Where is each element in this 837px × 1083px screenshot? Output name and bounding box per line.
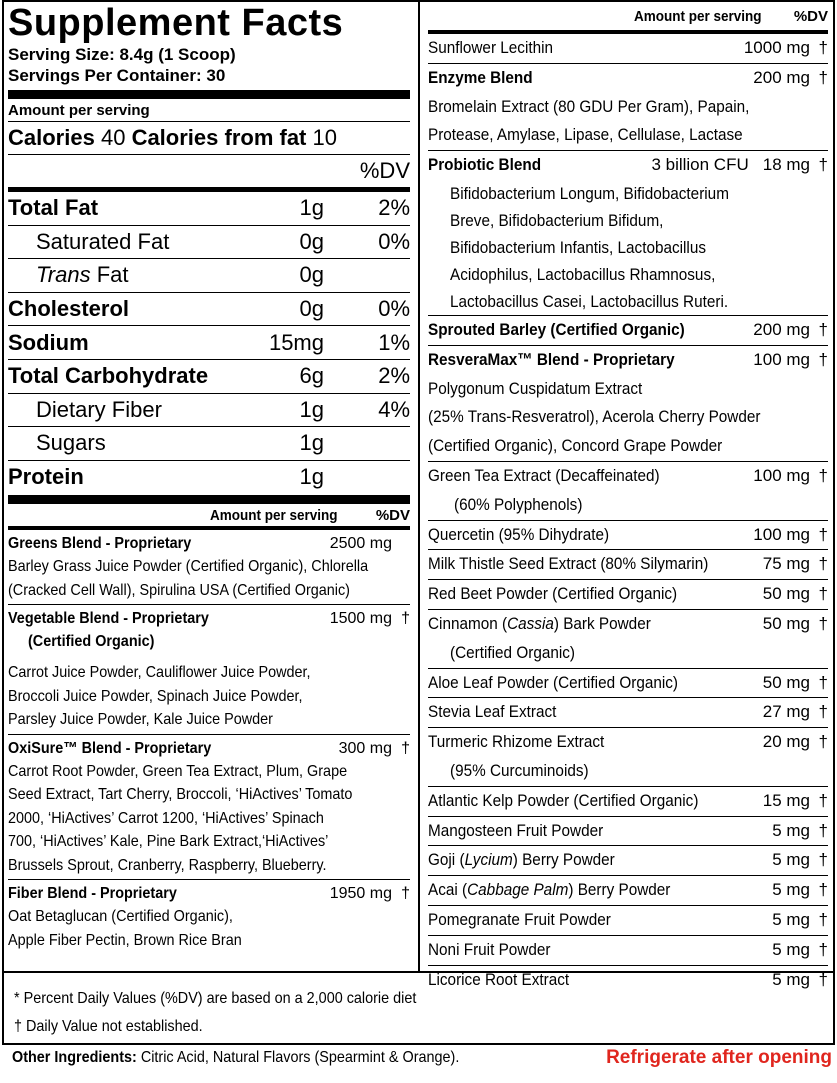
ingredient-name-text — [428, 846, 615, 875]
ingredient-line — [428, 375, 828, 404]
name-part: ) Berry Powder — [512, 850, 615, 870]
dagger: † — [818, 613, 828, 633]
ingredient-name-text: Aloe Leaf Powder (Certified Organic) — [428, 672, 679, 692]
dagger: † — [401, 610, 410, 628]
bottom-bar — [12, 1047, 832, 1069]
blend-header — [8, 504, 410, 526]
macro-amount: 1g — [299, 396, 324, 422]
ingredient-amount: 5 mg — [772, 820, 810, 840]
macro-name — [36, 262, 244, 288]
ingredient-row-noni — [428, 936, 828, 965]
ingredient-name — [428, 610, 763, 639]
ingredient-amount: 27 mg — [762, 702, 810, 722]
fiber-blend-ingredients — [8, 905, 410, 952]
blend-amount: 300 mg — [338, 739, 392, 757]
ingredient-line-text: (Certified Organic), Concord Grape Powder — [428, 436, 723, 456]
ingredient-line — [428, 757, 828, 786]
dagger: † — [818, 349, 828, 369]
ingredient-name — [428, 34, 744, 63]
dagger: † — [818, 38, 828, 57]
other-ingredients — [12, 1049, 459, 1067]
ingredient-name — [428, 521, 753, 550]
macro-row-dietary-fiber — [8, 394, 410, 427]
ingredient-line-text: Bromelain Extract (80 GDU Per Gram), Papain, — [428, 96, 750, 116]
ingredient-amount: 5 mg — [772, 909, 810, 929]
macro-dv: 4% — [378, 396, 410, 422]
ingredient-name-text — [428, 876, 670, 905]
dv-footnote-text: * Percent Daily Values (%DV) are based on a 2,000 calorie diet — [14, 990, 417, 1007]
ingredient-amount: 5 mg — [772, 939, 810, 959]
macro-amount: 0g — [299, 228, 324, 254]
ingredient-line-text: Bifidobacterium Infantis, Lactobacillus — [450, 237, 706, 257]
ingredient-name-text: Mangosteen Fruit Powder — [428, 820, 604, 840]
macro-amount: 1g — [299, 195, 324, 221]
greens-blend-ingredients — [8, 555, 410, 602]
ingredient-line — [450, 207, 828, 234]
name-part: Acai ( — [428, 880, 468, 900]
ingredient-name-text: Licorice Root Extract — [428, 969, 570, 989]
dagger: † — [818, 524, 828, 544]
macro-row-trans-fat — [8, 259, 410, 292]
ingredient-amount: 18 mg — [762, 155, 810, 175]
ingredient-line: Seed Extract, Tart Cherry, Broccoli, ‘HiActives’ Tomato — [8, 786, 353, 804]
vegetable-blend-row — [8, 605, 410, 630]
macro-amount: 15mg — [268, 329, 324, 355]
ingredient-name-text: Sprouted Barley (Certified Organic) — [428, 319, 685, 339]
ingredient-amount: 20 mg — [762, 732, 810, 752]
ingredient-name-text — [428, 610, 651, 639]
ingredient-line — [450, 261, 828, 288]
ingredient-name — [428, 787, 763, 816]
ingredient-row-sprouted-barley — [428, 316, 828, 345]
ingredient-name-text: Enzyme Blend — [428, 67, 533, 87]
right-header — [428, 2, 828, 30]
ingredient-line: 2000, ‘HiActives’ Carrot 1200, ‘HiActives’ Spinach — [8, 809, 324, 827]
dagger: † — [818, 554, 828, 574]
dagger: † — [818, 939, 828, 959]
ingredient-line: Brussels Sprout, Cranberry, Raspberry, Blueberry. — [8, 856, 327, 874]
ingredient-line — [450, 180, 828, 207]
macro-name: Saturated Fat — [36, 228, 170, 254]
ingredient-name — [428, 817, 772, 846]
ingredient-line: Broccoli Juice Powder, Spinach Juice Powder, — [8, 687, 303, 705]
ingredient-line: Parsley Juice Powder, Kale Juice Powder — [8, 711, 273, 729]
ingredient-line-text: Lactobacillus Casei, Lactobacillus Ruteri. — [450, 291, 729, 311]
macro-amount: 6g — [299, 363, 324, 389]
macro-name-italic: Trans — [36, 262, 91, 288]
dv-footnote — [14, 985, 835, 1013]
dagger: † — [818, 790, 828, 810]
ingredient-row-resveramax-blend — [428, 346, 828, 375]
ingredient-amount: 5 mg — [772, 850, 810, 870]
footnotes — [2, 971, 835, 1041]
dagger: † — [818, 465, 828, 485]
ingredient-name-text: Probiotic Blend — [428, 155, 542, 175]
dagger: † — [818, 820, 828, 840]
ingredient-row-acai — [428, 876, 828, 905]
ingredient-line: Barley Grass Juice Powder (Certified Organic), Chlorella — [8, 558, 369, 576]
ingredient-amount: 200 mg — [753, 319, 810, 339]
macro-name: Protein — [8, 464, 84, 490]
blend-name — [28, 630, 410, 653]
ingredient-amount: 5 mg — [772, 880, 810, 900]
ingredient-row-probiotic-blend — [428, 151, 828, 180]
ingredient-name-text: Atlantic Kelp Powder (Certified Organic) — [428, 790, 699, 810]
ingredient-row-goji — [428, 846, 828, 875]
ingredient-amount: 50 mg — [762, 584, 810, 604]
macro-row-sodium — [8, 326, 410, 359]
name-italic: Lycium — [464, 850, 513, 870]
calories-label: Calories — [8, 125, 95, 150]
blend-name — [8, 737, 339, 760]
ingredient-name — [428, 580, 763, 609]
oxisure-blend-ingredients — [8, 760, 410, 878]
ingredient-row-aloe-leaf — [428, 669, 828, 698]
ingredient-amount: 5 mg — [772, 969, 810, 989]
blend-name — [8, 607, 330, 630]
ingredient-name — [428, 669, 763, 698]
name-italic: Cabbage Palm — [467, 880, 569, 900]
ingredient-row-cinnamon — [428, 610, 828, 639]
vegetable-blend-subtitle — [8, 630, 410, 653]
calories-row — [8, 122, 410, 154]
dagger: † — [818, 850, 828, 870]
ingredient-line — [428, 93, 828, 122]
thick-rule — [8, 90, 410, 99]
ingredient-name-text: Red Beet Powder (Certified Organic) — [428, 584, 678, 604]
macro-amount: 0g — [299, 296, 324, 322]
name-part: ) Berry Powder — [568, 880, 671, 900]
ingredient-line: Carrot Root Powder, Green Tea Extract, Plum, Grape — [8, 762, 348, 780]
macro-dv: 1% — [378, 329, 410, 355]
ingredient-name — [428, 316, 753, 345]
ingredient-line — [428, 432, 828, 461]
oxisure-blend-row — [8, 735, 410, 760]
dagger: † — [818, 155, 828, 175]
ingredient-row-mangosteen — [428, 817, 828, 846]
blend-header-dv: %DV — [375, 506, 410, 524]
macro-row-total-fat — [8, 192, 410, 225]
ingredient-row-stevia — [428, 698, 828, 727]
ingredient-name — [428, 151, 651, 180]
ingredient-name-text: Quercetin (95% Dihydrate) — [428, 524, 610, 544]
panel-title: Supplement Facts — [8, 2, 344, 44]
ingredient-amount: 100 mg — [753, 349, 810, 369]
ingredient-line: 700, ‘HiActives’ Kale, Pine Bark Extract,‘HiActives’ — [8, 833, 329, 851]
ingredient-amount: 1000 mg — [743, 38, 810, 57]
macro-dv: 2% — [378, 195, 410, 221]
ingredient-line-text: (25% Trans-Resveratrol), Acerola Cherry Powder — [428, 407, 761, 427]
name-part: Goji ( — [428, 850, 465, 870]
ingredient-name — [428, 728, 763, 757]
other-ingredients-label: Other Ingredients: — [12, 1049, 137, 1066]
ingredient-name-text: Sunflower Lecithin — [428, 38, 554, 57]
dagger: † — [818, 880, 828, 900]
ingredient-amount: 200 mg — [753, 67, 810, 87]
ingredient-amount: 50 mg — [762, 672, 810, 692]
macro-amount: 1g — [299, 464, 324, 490]
macro-row-saturated-fat — [8, 226, 410, 259]
ingredient-name-text: Green Tea Extract (Decaffeinated) — [428, 465, 660, 485]
ingredient-line: Apple Fiber Pectin, Brown Rice Bran — [8, 931, 242, 949]
ingredient-line-text: Acidophilus, Lactobacillus Rhamnosus, — [450, 264, 716, 284]
macro-amount: 1g — [299, 430, 324, 456]
ingredient-row-red-beet — [428, 580, 828, 609]
vegetable-blend-ingredients — [8, 653, 410, 732]
macro-name-rest: Fat — [90, 262, 129, 288]
dagger: † — [818, 584, 828, 604]
ingredient-line — [428, 491, 828, 520]
ingredient-line-text: (60% Polyphenols) — [454, 494, 583, 514]
column-divider — [418, 0, 420, 971]
blend-header-amount: Amount per serving — [210, 506, 338, 524]
name-part: ) Bark Powder — [553, 613, 651, 633]
macro-dv: 0% — [378, 296, 410, 322]
blend-name — [8, 882, 330, 905]
ingredient-name — [428, 462, 753, 491]
ingredient-line — [450, 288, 828, 315]
blend-name-text: (Certified Organic) — [28, 633, 155, 651]
right-column — [428, 2, 828, 994]
dagger: † — [818, 732, 828, 752]
other-ingredients-text: Citric Acid, Natural Flavors (Spearmint & Orange). — [136, 1049, 460, 1066]
ingredient-line-text: (Certified Organic) — [450, 642, 575, 662]
ingredient-line — [428, 639, 828, 668]
dagger: † — [401, 885, 410, 903]
blend-amount: 1500 mg — [329, 610, 392, 628]
ingredient-line — [428, 403, 828, 432]
ingredient-amount: 75 mg — [762, 554, 810, 574]
ingredient-row-enzyme-blend — [428, 64, 828, 93]
right-header-amount: Amount per serving — [634, 7, 762, 25]
ingredient-line: Oat Betaglucan (Certified Organic), — [8, 908, 233, 926]
serving-size: Serving Size: 8.4g (1 Scoop) — [8, 45, 236, 64]
ingredient-line: (Cracked Cell Wall), Spirulina USA (Certified Organic) — [8, 581, 350, 599]
ingredient-name — [428, 846, 772, 875]
ingredient-line-text: Polygonum Cuspidatum Extract — [428, 378, 643, 398]
blend-name — [8, 532, 330, 555]
calories-fat-label: Calories from fat — [131, 125, 307, 150]
refrigerate-warning: Refrigerate after opening — [606, 1047, 832, 1068]
macro-dv: 2% — [378, 363, 410, 389]
ingredient-amount: 100 mg — [753, 465, 810, 485]
ingredient-name-text: Noni Fruit Powder — [428, 939, 551, 959]
name-italic: Cassia — [507, 613, 554, 633]
ingredient-row-sunflower-lecithin — [428, 34, 828, 63]
greens-blend-row — [8, 530, 410, 555]
ingredient-name-text: Turmeric Rhizome Extract — [428, 732, 605, 752]
macro-row-cholesterol — [8, 293, 410, 326]
ingredient-name-text: Milk Thistle Seed Extract (80% Silymarin) — [428, 554, 709, 574]
probiotic-cfu: 3 billion CFU — [651, 155, 749, 175]
ingredient-name — [428, 64, 753, 93]
ingredient-line-text: Bifidobacterium Longum, Bifidobacterium — [450, 183, 729, 203]
ingredient-amount: 50 mg — [762, 613, 810, 633]
ingredient-name-text: Stevia Leaf Extract — [428, 702, 557, 722]
ingredient-line — [428, 121, 828, 150]
ingredient-name — [428, 698, 763, 727]
ingredient-row-quercetin — [428, 521, 828, 550]
macro-name: Sugars — [36, 430, 106, 456]
blend-name-text: Vegetable Blend - Proprietary — [8, 610, 209, 628]
dagger: † — [818, 702, 828, 722]
dagger: † — [818, 909, 828, 929]
ingredient-row-green-tea-extract — [428, 462, 828, 491]
dagger: † — [818, 67, 828, 87]
dagger-footnote-text: † Daily Value not established. — [14, 1018, 203, 1035]
ingredient-line — [450, 234, 828, 261]
ingredient-row-atlantic-kelp — [428, 787, 828, 816]
dagger: † — [818, 969, 828, 989]
ingredient-name — [428, 936, 772, 965]
probiotic-ingredients — [428, 180, 828, 315]
macro-row-total-carbohydrate — [8, 360, 410, 393]
dagger: † — [818, 672, 828, 692]
ingredient-name — [428, 906, 772, 935]
blend-amount: 2500 mg — [329, 535, 392, 553]
ingredient-line-text: Breve, Bifidobacterium Bifidum, — [450, 210, 664, 230]
ingredient-row-pomegranate — [428, 906, 828, 935]
right-header-dv: %DV — [793, 7, 828, 25]
blend-amount: 1950 mg — [329, 885, 392, 903]
macro-name: Dietary Fiber — [36, 396, 162, 422]
ingredient-row-milk-thistle — [428, 550, 828, 579]
ingredient-row-turmeric — [428, 728, 828, 757]
ingredient-line-text: Protease, Amylase, Lipase, Cellulase, Lactase — [428, 125, 743, 145]
macro-row-protein — [8, 461, 410, 494]
macro-name: Cholesterol — [8, 296, 130, 322]
blend-name-text: Fiber Blend - Proprietary — [8, 885, 177, 903]
thick-rule — [8, 495, 410, 504]
ingredient-name — [428, 876, 772, 905]
ingredient-name — [428, 550, 763, 579]
macro-amount: 0g — [299, 262, 324, 288]
dagger-footnote — [14, 1013, 835, 1041]
macro-row-sugars — [8, 427, 410, 460]
ingredient-amount: 100 mg — [753, 524, 810, 544]
ingredient-amount: 15 mg — [762, 790, 810, 810]
name-part: Cinnamon ( — [428, 613, 508, 633]
macro-name: Total Carbohydrate — [8, 363, 209, 389]
blend-name-text: OxiSure™ Blend - Proprietary — [8, 739, 212, 757]
fiber-blend-row — [8, 880, 410, 905]
dv-header: %DV — [359, 158, 410, 183]
macro-name: Sodium — [8, 329, 89, 355]
calories-value: 40 — [100, 125, 126, 150]
dagger: † — [818, 319, 828, 339]
ingredient-name-text: Pomegranate Fruit Powder — [428, 909, 611, 929]
amount-per-serving-label: Amount per serving — [8, 102, 150, 119]
ingredient-line: Carrot Juice Powder, Cauliflower Juice Powder, — [8, 664, 311, 682]
servings-per-container: Servings Per Container: 30 — [8, 66, 226, 85]
blend-name-text: Greens Blend - Proprietary — [8, 535, 192, 553]
ingredient-name-text: ResveraMax™ Blend - Proprietary — [428, 349, 675, 369]
calories-fat-value: 10 — [312, 125, 337, 150]
ingredient-name — [428, 346, 753, 375]
macro-dv: 0% — [378, 228, 410, 254]
macro-name: Total Fat — [8, 195, 99, 221]
dagger: † — [401, 739, 410, 757]
left-column — [8, 2, 410, 952]
ingredient-line-text: (95% Curcuminoids) — [450, 760, 589, 780]
